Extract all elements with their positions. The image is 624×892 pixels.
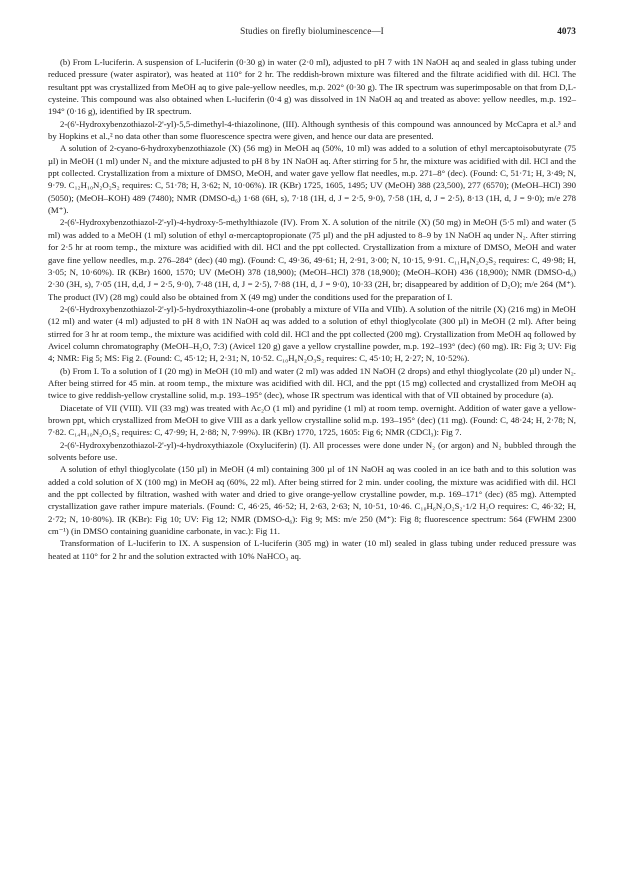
paragraph-compound-iii-intro: 2-(6'-Hydroxybenzothiazol-2'-yl)-5,5-dimethyl-4-thiazolinone, (III). Although synthesis of this compound was announced by McCapra et al.³ and by Hopkins et al.,² no data other than some fluorescence spectra were given, and hence our data are presented. (48, 118, 576, 142)
paragraph-compound-vii-a: 2-(6'-Hydroxybenzothiazol-2'-yl)-5-hydroxythiazolin-4-one (probably a mixture of VIIa and VIIb). A solution of the nitrile (X) (216 mg) in MeOH (12 ml) and water (4 ml) adjusted to pH 8 with 1N NaOH aq was added to a solution of ethyl thioglycolate (300 µl) in MeOH (2 ml). After being stirred for 3 hr at room temp., the mixture was acidified with cold dil. HCl and the ppt collected (200 mg). Crystallization from MeOH aq followed by Avicel column chromatography (MeOH–H₂O, 7:3) (Avicel 120 g) gave a yellow crystalline powder, m.p. 192–193° (dec) (60 mg). IR: Fig 3; UV: Fig 4; NMR: Fig 5; MS: Fig 2. (Found: C, 45·12; H, 2·31; N, 10·52. C₁₀H₆N₂O₃S₂ requires: C, 45·10; H, 2·27; N, 10·52%). (48, 303, 576, 364)
page-number: 4073 (557, 26, 576, 36)
paragraph-oxyluciferin-intro: 2-(6'-Hydroxybenzothiazol-2'-yl)-4-hydroxythiazole (Oxyluciferin) (I). All processes were done under N₂ (or argon) and N₂ bubbled through the solvents before use. (48, 439, 576, 462)
running-title: Studies on firefly bioluminescence—I (240, 26, 384, 36)
paragraph-transformation-ix: Transformation of L-luciferin to IX. A suspension of L-luciferin (305 mg) in water (10 ml) sealed in glass tubing under reduced pressure was heated at 110° for 2 hr and the solution extracted with 10% NaHCO₃ aq. (48, 538, 576, 561)
paragraph-compound-iii-synthesis: A solution of 2-cyano-6-hydroxybenzothiazole (X) (56 mg) in MeOH aq (50%, 10 ml) was added to a solution of ethyl mercaptoisobutyrate (75 µl) in MeOH (1 ml) under N₂ and the mixture adjusted to pH 8 by 1N NaOH aq. After stirring for 5 hr, the mixture was acidified with dil. HCl and the ppt collected. Crystallization from a mixture of DMSO, MeOH, and water gave yellow flat needles, m.p. 271–8° (dec). (Found: C, 51·71; H, 3·49; N, 9·79. C₁₂H₁₀N₂O₂S₂ requires: C, 51·78; H, 3·62; N, 10·06%). IR (KBr) 1725, 1605, 1495; UV (MeOH) 388 (23,500), 277 (6570); (MeOH–HCl) 390 (5050); (MeOH–KOH) 489 (7480); NMR (DMSO-d₆) 1·68 (6H, s), 7·18 (1H, d, J = 2·5, 9·0), 7·58 (1H, d, J = 2·5), 8·13 (1H, d, J = 9·0); m/e 278 (M⁺). (48, 143, 576, 216)
paragraph-diacetate-viii: Diacetate of VII (VIII). VII (33 mg) was treated with Ac₂O (1 ml) and pyridine (1 ml) at room temp. overnight. Addition of water gave a yellow-brown ppt, which crystallized from MeOH to give VIII as a dark yellow crystalline solid m.p. 193–195° (dec) (11 mg). (Found: C, 48·24; H, 2·78; N, 7·82. C₁₄H₁₀N₂O₅S₂ requires: C, 47·99; H, 2·88; N, 7·99%). IR (KBr) 1770, 1725, 1605: Fig 6; NMR (CDCl₃): Fig 7. (48, 402, 576, 438)
paragraph-luciferin-procedure-b: (b) From L-luciferin. A suspension of L-luciferin (0·30 g) in water (2·0 ml), adjusted to pH 7 with 1N NaOH aq and sealed in glass tubing under reduced pressure (water aspirator), was heated at 110° for 2 hr. The reddish-brown mixture was filtered and the filtrate acidified with dil. HCl. The resultant ppt was crystallized from MeOH aq to give pale-yellow needles, m.p. 202° (0·30 g). The IR spectrum was superimposable on that from D,L-cysteine. This compound was also obtained when L-luciferin (0·4 g) was dissolved in 1N NaOH aq and treated as above: yellow needles, m.p. 192–194° (0·16 g), identified by IR spectrum. (48, 57, 576, 117)
article-body (48, 56, 576, 562)
running-header (48, 26, 576, 42)
paragraph-oxyluciferin-procedure: A solution of ethyl thioglycolate (150 µl) in MeOH (4 ml) containing 300 µl of 1N NaOH aq was cooled in an ice bath and to this solution was added a cold solution of X (100 mg) in MeOH aq (60%, 22 ml). After being stirred for 2 min. under cooling, the mixture was acidified with dil. HCl and the ppt collected by filtration, washed with water and dried to give orange-yellow crystalline powder, m.p. 169–171° (dec) (85 mg). Attempted crystallization gave rather impure materials. (Found: C, 46·25, 46·52; H, 2·63, 2·63; N, 10·51, 10·46. C₁₀H₆N₂O₂S₂·1/2 H₂O requires: C, 46·32; H, 2·72; N, 10·80%). IR (KBr): Fig 10; UV: Fig 12; NMR (DMSO-d₆): Fig 9; MS: m/e 250 (M⁺): Fig 8; fluorescence spectrum: 564 (FWHM 2300 cm⁻¹) (in DMSO containing guanidine carbonate, in vac.): Fig 11. (48, 464, 576, 537)
paragraph-compound-iv: 2-(6'-Hydroxybenzothiazol-2'-yl)-4-hydroxy-5-methylthiazole (IV). From X. A solution of the nitrile (X) (50 mg) in MeOH (5·5 ml) and water (5 ml) was added to a MeOH (1 ml) solution of ethyl α-mercaptopropionate (75 µl) and the pH adjusted to 8–9 by 1N NaOH aq under N₂. After stirring for 2·5 hr at room temp., the mixture was acidified with dil. HCl and the ppt collected. Crystallization from a mixture of DMSO, MeOH and water gave fine yellow needles, m.p. 276–284° (dec) (40 mg). (Found: C, 49·36, 49·61; H, 2·91, 3·00; N, 10·15, 9·91. C₁₁H₈N₂O₂S₂ requires: C, 49·98; H, 3·05; N, 10·60%). IR (KBr) 1600, 1570; UV (MeOH) 378 (18,900); (MeOH–HCl) 378 (18,900); (MeOH–KOH) 436 (18,900); NMR (DMSO-d₆) 2·30 (3H, s), 7·05 (1H, d,d, J = 2·5, 9·0), 7·48 (1H, d, J = 2·5), 7·88 (1H, d, J = 9·0), 10·33 (2H, br; disappeared by addition of D₂O); m/e 264 (M⁺). The product (IV) (28 mg) could also be obtained from X (49 mg) under the conditions used for the preparation of I. (48, 217, 576, 302)
paragraph-compound-vii-b: (b) From I. To a solution of I (20 mg) in MeOH (10 ml) and water (2 ml) was added 1N NaOH (2 drops) and ethyl thioglycolate (20 µl) under N₂. After being stirred for 45 min. at room temp., the mixture was acidified with dil. HCl, and the ppt (15 mg) collected and crystallized from MeOH aq twice to give reddish-yellow crystalline solid, m.p. 193–195° (dec), whose IR spectrum was identical with that of VII obtained by procedure (a). (48, 365, 576, 401)
